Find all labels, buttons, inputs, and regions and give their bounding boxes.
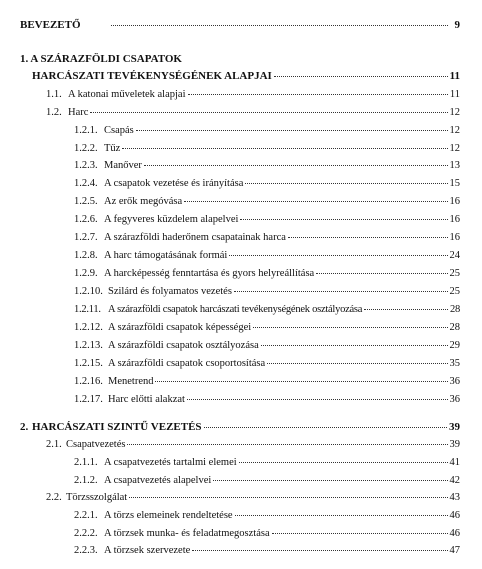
toc-entry-page: 28 xyxy=(449,322,460,333)
dot-leader xyxy=(261,344,448,346)
dot-leader xyxy=(245,182,447,184)
toc-entry-subsection[interactable] xyxy=(74,177,460,190)
toc-entry-title: A csapatvezetés alapelvei xyxy=(104,475,212,486)
toc-entry-number: 2.1. xyxy=(46,439,62,450)
toc-entry-number: 1.2.15. xyxy=(74,358,103,369)
toc-entry-page: 42 xyxy=(449,475,460,486)
toc-entry-number: 1.2.12. xyxy=(74,322,103,333)
toc-entry-number: 1.2.6. xyxy=(74,214,98,225)
dot-leader xyxy=(136,129,448,131)
toc-entry-title: Törzsszolgálat xyxy=(66,492,128,503)
toc-entry-title: Csapatvezetés xyxy=(66,439,126,450)
dot-leader xyxy=(213,479,447,481)
toc-entry-number: 1.2.2. xyxy=(74,143,98,154)
toc-entry-subsection[interactable] xyxy=(74,124,460,137)
toc-entry-title: A katonai műveletek alapjai xyxy=(68,89,186,100)
toc-entry-number: 1.2.7. xyxy=(74,232,98,243)
toc-entry-title: Harc előtti alakzat xyxy=(108,394,185,405)
toc-entry-subsection[interactable] xyxy=(74,393,460,406)
dot-leader xyxy=(274,75,448,77)
toc-entry-number: 2.2. xyxy=(46,492,62,503)
toc-entry-number: 2.2.2. xyxy=(74,528,98,539)
toc-entry-title: A szárazföldi csapatok osztályozása xyxy=(108,340,259,351)
dot-leader xyxy=(184,200,447,202)
toc-entry-page: 36 xyxy=(449,376,460,387)
toc-entry-number: 1.2.5. xyxy=(74,196,98,207)
toc-entry-title: Csapás xyxy=(104,125,134,136)
toc-entry-subsection[interactable] xyxy=(74,159,460,172)
toc-entry-page: 24 xyxy=(449,250,460,261)
dot-leader xyxy=(234,290,448,292)
toc-entry-subsection[interactable] xyxy=(74,213,460,226)
toc-entry-number: 1.2. xyxy=(46,107,62,118)
toc-entry-subsection[interactable] xyxy=(74,285,460,298)
toc-entry-number: 2.1.2. xyxy=(74,475,98,486)
dot-leader xyxy=(240,218,447,220)
chapter-1-title-line1: A SZÁRAZFÖLDI CSAPATOK xyxy=(30,53,182,65)
toc-entry-page: 15 xyxy=(449,178,460,189)
dot-leader xyxy=(192,549,447,551)
toc-entry-number: 1.2.8. xyxy=(74,250,98,261)
dot-leader xyxy=(187,398,448,400)
toc-entry-page: 29 xyxy=(449,340,460,351)
dot-leader xyxy=(111,24,448,26)
chapter-1-heading-line2[interactable] xyxy=(32,70,460,83)
dot-leader xyxy=(155,380,447,382)
toc-entry-subsection[interactable] xyxy=(74,231,460,244)
dot-leader xyxy=(316,272,447,274)
toc-entry-title: A törzsek szervezete xyxy=(104,545,191,556)
chapter-2-number: 2. xyxy=(20,421,29,433)
chapter-1-heading-line1[interactable] xyxy=(20,53,182,66)
dot-leader xyxy=(272,532,448,534)
toc-entry-intro[interactable] xyxy=(20,19,460,32)
toc-entry-section[interactable] xyxy=(46,438,460,451)
dot-leader xyxy=(253,326,447,328)
toc-entry-title: Harc xyxy=(68,107,89,118)
toc-entry-title: A csapatok vezetése és irányítása xyxy=(104,178,244,189)
chapter-1-title-line2: HARCÁSZATI TEVÉKENYSÉGÉNEK ALAPJAI xyxy=(32,70,272,82)
dot-leader xyxy=(122,147,447,149)
dot-leader xyxy=(144,164,448,166)
toc-entry-title: Menetrend xyxy=(108,376,154,387)
dot-leader xyxy=(235,514,448,516)
toc-entry-page: 46 xyxy=(449,528,460,539)
dot-leader xyxy=(229,254,447,256)
dot-leader xyxy=(90,111,447,113)
toc-entry-page: 16 xyxy=(449,232,460,243)
toc-entry-page: 39 xyxy=(449,439,460,450)
toc-entry-title: A harcképesség fenntartása és gyors helyreállítása xyxy=(104,268,315,279)
toc-entry-page: 11 xyxy=(449,89,460,100)
toc-entry-number: 1.2.13. xyxy=(74,340,103,351)
toc-entry-title: BEVEZETŐ xyxy=(20,19,81,31)
toc-entry-title: Manőver xyxy=(104,160,142,171)
toc-entry-title: A csapatvezetés tartalmi elemei xyxy=(104,457,237,468)
dot-leader xyxy=(288,236,448,238)
toc-entry-title: A fegyveres küzdelem alapelvei xyxy=(104,214,239,225)
dot-leader xyxy=(267,362,447,364)
toc-entry-number: 1.2.3. xyxy=(74,160,98,171)
toc-entry-page: 12 xyxy=(449,107,460,118)
toc-entry-page: 16 xyxy=(449,214,460,225)
chapter-2-title: HARCÁSZATI SZINTŰ VEZETÉS xyxy=(32,421,202,433)
toc-entry-number: 1.2.4. xyxy=(74,178,98,189)
toc-entry-page: 28 xyxy=(450,304,460,315)
toc-entry-subsection[interactable] xyxy=(74,509,460,522)
toc-entry-title: A szárazföldi haderőnem csapatainak harca xyxy=(104,232,286,243)
toc-entry-page: 25 xyxy=(449,286,460,297)
toc-entry-section[interactable] xyxy=(46,491,460,504)
toc-entry-number: 1.2.9. xyxy=(74,268,98,279)
toc-entry-number: 1.2.16. xyxy=(74,376,103,387)
toc-entry-number: 1.2.17. xyxy=(74,394,103,405)
toc-entry-page: 39 xyxy=(449,421,460,433)
toc-entry-number: 1.2.10. xyxy=(74,286,103,297)
toc-entry-section[interactable] xyxy=(46,88,460,101)
toc-entry-subsection[interactable] xyxy=(74,303,460,316)
toc-entry-subsection[interactable] xyxy=(74,195,460,208)
toc-entry-title: Szilárd és folyamatos vezetés xyxy=(108,286,232,297)
toc-entry-subsection[interactable] xyxy=(74,249,460,262)
toc-entry-page: 13 xyxy=(449,160,460,171)
toc-entry-subsection[interactable] xyxy=(74,357,460,370)
toc-entry-page: 25 xyxy=(449,268,460,279)
toc-entry-page: 35 xyxy=(449,358,460,369)
toc-entry-title: Az erők megóvása xyxy=(104,196,183,207)
toc-entry-subsection[interactable] xyxy=(74,527,460,540)
toc-entry-title: A harc támogatásának formái xyxy=(104,250,228,261)
dot-leader xyxy=(188,93,448,95)
toc-entry-number: 1.2.11. xyxy=(74,304,101,315)
toc-entry-title: A törzsek munka- és feladatmegosztása xyxy=(104,528,270,539)
toc-entry-page: 16 xyxy=(449,196,460,207)
dot-leader xyxy=(239,461,448,463)
toc-entry-number: 2.2.1. xyxy=(74,510,98,521)
toc-entry-subsection[interactable] xyxy=(74,142,460,155)
toc-entry-page: 12 xyxy=(449,143,460,154)
toc-entry-subsection[interactable] xyxy=(74,456,460,469)
dot-leader xyxy=(129,496,447,498)
toc-entry-page: 46 xyxy=(449,510,460,521)
toc-entry-number: 2.1.1. xyxy=(74,457,98,468)
toc-entry-subsection[interactable] xyxy=(74,321,460,334)
chapter-1-number: 1. xyxy=(20,53,29,65)
toc-entry-number: 1.1. xyxy=(46,89,62,100)
toc-entry-subsection[interactable] xyxy=(74,267,460,280)
toc-entry-page: 43 xyxy=(449,492,460,503)
toc-entry-subsection[interactable] xyxy=(74,544,460,557)
toc-entry-subsection[interactable] xyxy=(74,339,460,352)
toc-entry-title: A szárazföldi csapatok csoportosítása xyxy=(108,358,266,369)
toc-entry-title: Tűz xyxy=(104,143,121,154)
toc-entry-page: 12 xyxy=(449,125,460,136)
toc-entry-number: 1.2.1. xyxy=(74,125,98,136)
toc-entry-subsection[interactable] xyxy=(74,375,460,388)
toc-entry-title: A törzs elemeinek rendeltetése xyxy=(104,510,233,521)
dot-leader xyxy=(127,443,447,445)
toc-entry-page: 47 xyxy=(449,545,460,556)
toc-entry-title: A szárazföldi csapatok képességei xyxy=(108,322,252,333)
toc-entry-page: 9 xyxy=(454,19,460,31)
toc-entry-number: 2.2.3. xyxy=(74,545,98,556)
chapter-2-heading[interactable] xyxy=(20,421,460,434)
toc-entry-page: 41 xyxy=(449,457,460,468)
toc-entry-page: 36 xyxy=(449,394,460,405)
toc-entry-title: A szárazföldi csapatok harcászati tevékenységének osztályozása xyxy=(108,304,363,315)
toc-entry-subsection[interactable] xyxy=(74,474,460,487)
toc-entry-page: 11 xyxy=(449,70,460,82)
dot-leader xyxy=(204,426,447,428)
toc-entry-section[interactable] xyxy=(46,106,460,119)
dot-leader xyxy=(364,308,448,310)
